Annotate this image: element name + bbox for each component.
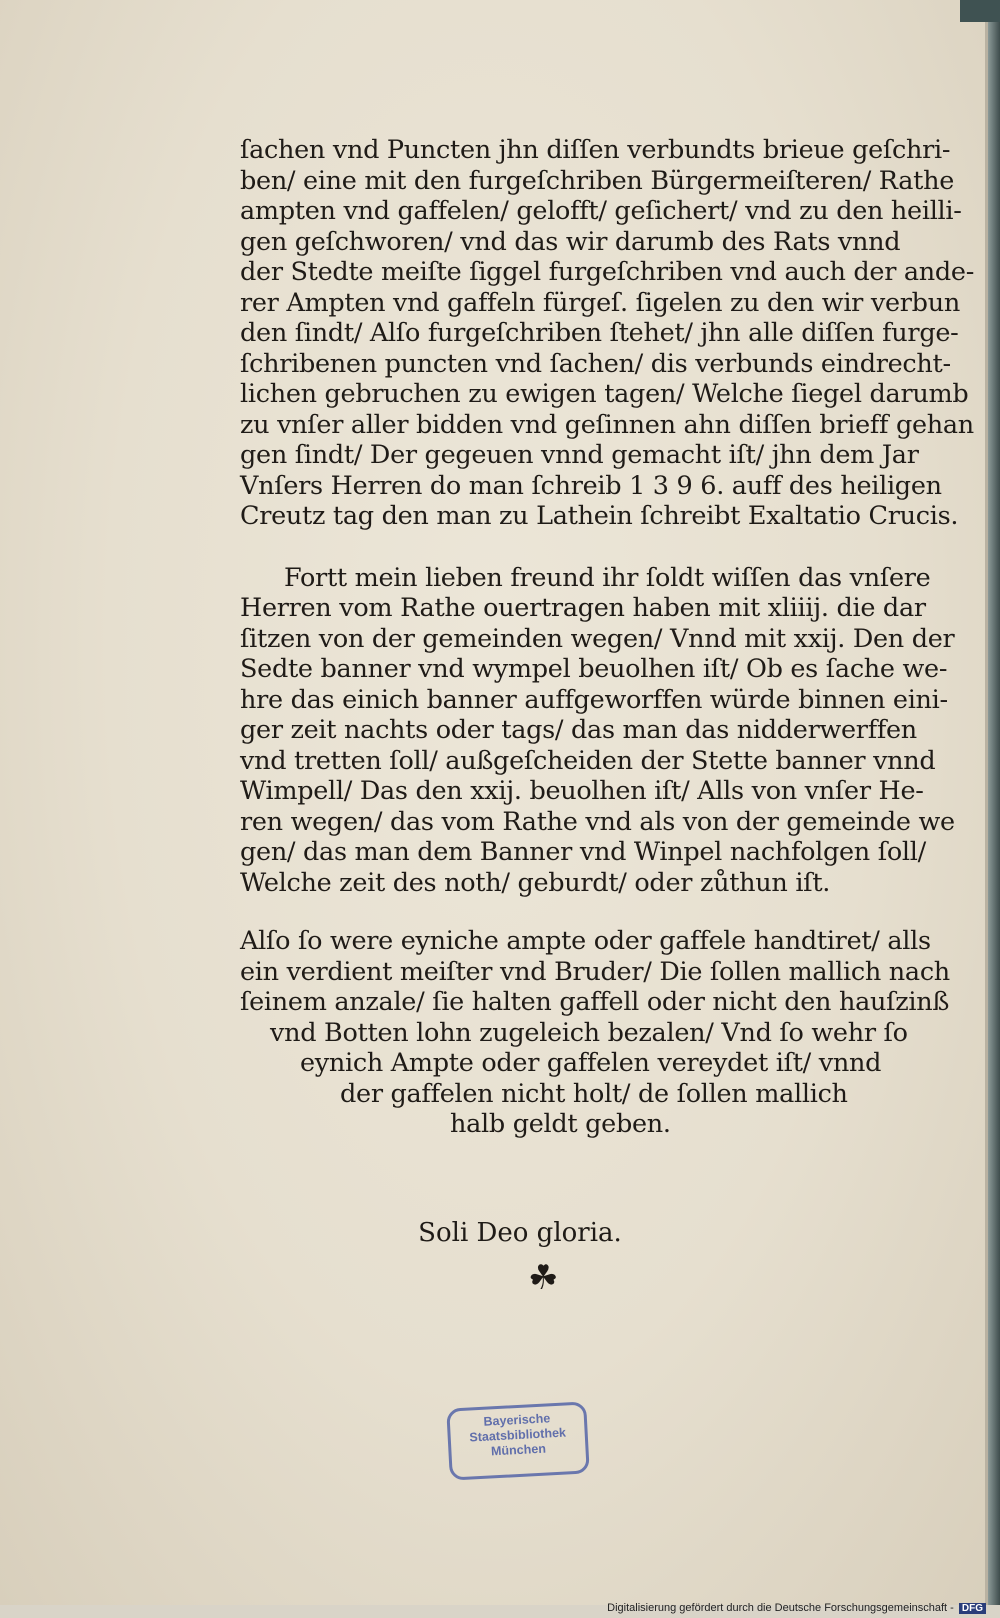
text-line: den ſindt/ Alſo furgeſchriben ſtehet/ jhn alle diſſen furge- xyxy=(240,318,959,348)
paragraph-3 xyxy=(240,926,950,1140)
stamp-line: Staatsbibliothek xyxy=(469,1425,567,1445)
text-line: der gaffelen nicht holt/ de ſollen mallich xyxy=(340,1078,848,1109)
footer-text: Digitalisierung gefördert durch die Deutsche Forschungsgemeinschaft - xyxy=(607,1602,954,1614)
text-line: hre das einich banner auffgeworffen würde binnen eini- xyxy=(240,684,948,715)
text-line: gen geſchworen/ vnd das wir darumb des Rats vnnd xyxy=(240,226,901,257)
stamp-line: München xyxy=(490,1441,547,1459)
text-line: halb geldt geben. xyxy=(450,1109,671,1139)
text-line: Alſo ſo were eyniche ampte oder gaffele handtiret/ alls xyxy=(240,926,931,956)
text-line: gen/ das man dem Banner vnd Winpel nachfolgen ſoll/ xyxy=(240,837,926,867)
text-line: ger zeit nachts oder tags/ das man das nidderwerffen xyxy=(240,715,917,745)
text-line: Creutz tag den man zu Lathein ſchreibt Exaltatio Crucis. xyxy=(240,501,959,531)
text-line: zu vnſer aller bidden vnd geſinnen ahn diſſen brieff gehan xyxy=(240,409,974,440)
text-line: ampten vnd gaffelen/ gelofft/ geſichert/ vnd zu den heilli- xyxy=(240,196,962,226)
paragraph-1 xyxy=(240,135,975,532)
closing-line: Soli Deo gloria. xyxy=(418,1218,622,1248)
text-line: ein verdient meiſter vnd Bruder/ Die ſollen mallich nach xyxy=(240,956,950,987)
text-line: ben/ eine mit den furgeſchriben Bürgermeiſteren/ Rathe xyxy=(240,165,955,196)
text-line: ren wegen/ das vom Rathe vnd als von der gemeinde we xyxy=(240,806,955,837)
text-line: ſitzen von der gemeinden wegen/ Vnnd mit xxij. Den der xyxy=(240,623,955,654)
text-line: ſchribenen puncten vnd ſachen/ dis verbunds eindrecht- xyxy=(240,348,951,379)
fleuron-ornament-icon: ☘ xyxy=(528,1258,559,1298)
text-line: Herren vom Rathe ouertragen haben mit xliiij. die dar xyxy=(240,593,926,623)
text-line: vnd tretten ſoll/ außgeſcheiden der Stette banner vnnd xyxy=(240,745,936,776)
book-cover-corner xyxy=(960,0,1000,22)
text-line: lichen gebruchen zu ewigen tagen/ Welche ſiegel darumb xyxy=(240,379,969,409)
text-line: gen ſindt/ Der gegeuen vnnd gemacht iſt/ jhn dem Jar xyxy=(240,440,919,470)
library-stamp xyxy=(446,1401,590,1480)
text-line: Vnſers Herren do man ſchreib 1 3 9 6. auff des heiligen xyxy=(240,470,942,501)
text-line: Sedte banner vnd wympel beuolhen iſt/ Ob es ſache we- xyxy=(240,654,948,684)
text-body xyxy=(240,135,975,1140)
text-line: der Stedte meiſte ſiggel furgeſchriben vnd auch der ande- xyxy=(240,257,975,287)
text-line: Wimpell/ Das den xxij. beuolhen iſt/ Alls von vnſer He- xyxy=(240,776,924,806)
stamp-line: Bayerische xyxy=(483,1411,551,1429)
text-line: Fortt mein lieben freund ihr ſoldt wiſſen das vnſere xyxy=(284,562,931,593)
text-line: eynich Ampte oder gaffelen vereydet iſt/ vnnd xyxy=(300,1048,882,1078)
book-edge xyxy=(988,0,1000,1605)
text-line: ſeinem anzale/ ſie halten gaffell oder nicht den hauſzinß xyxy=(240,987,950,1017)
dfg-logo: DFG xyxy=(959,1603,986,1614)
text-line: Welche zeit des noth/ geburdt/ oder zůthun iſt. xyxy=(240,867,831,898)
text-line: ſachen vnd Puncten jhn diſſen verbundts brieue geſchri- xyxy=(240,135,951,165)
digitization-footer xyxy=(607,1602,986,1614)
paragraph-2 xyxy=(240,562,955,899)
text-line: vnd Botten lohn zugeleich bezalen/ Vnd ſo wehr ſo xyxy=(270,1017,908,1048)
text-line: rer Ampten vnd gaffeln fürgeſ. ſigelen zu den wir verbun xyxy=(240,287,960,318)
